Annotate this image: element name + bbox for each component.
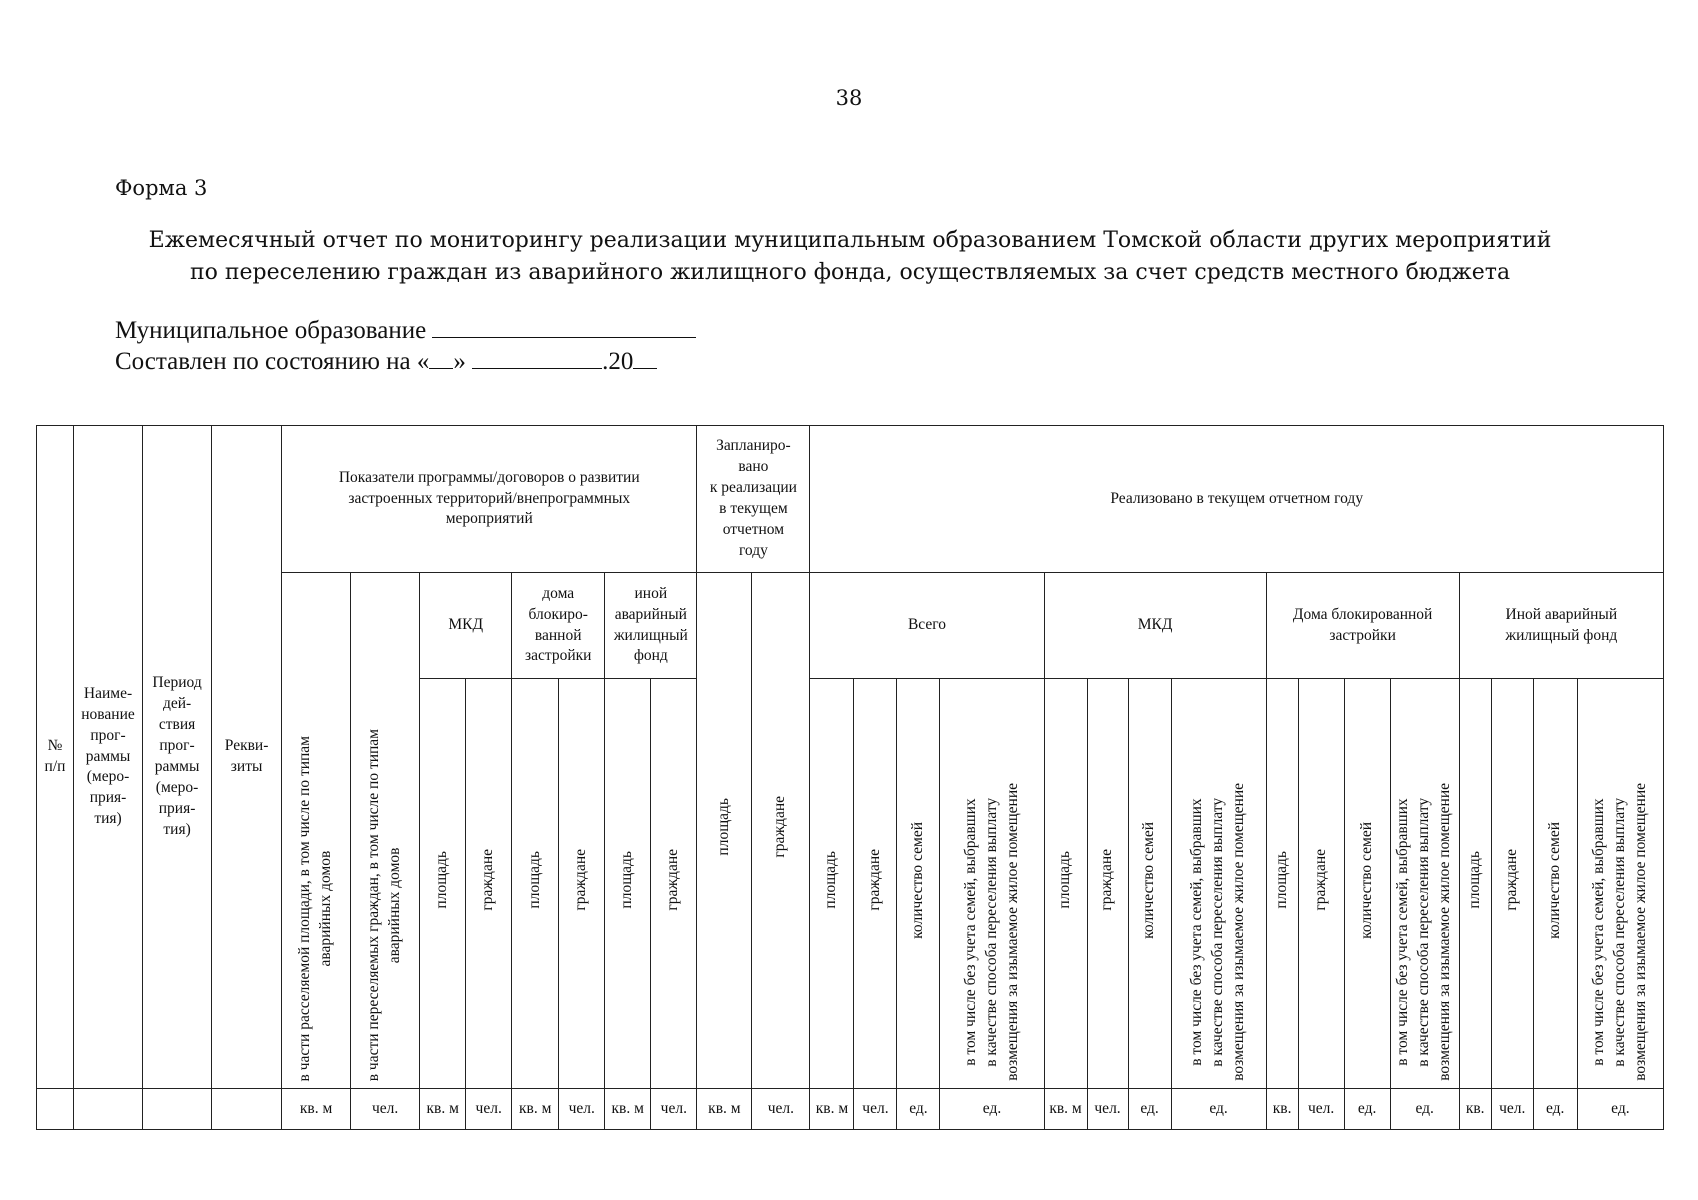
other2-area-header: площадь bbox=[1459, 679, 1491, 1089]
group-indicators-header: Показатели программы/договоров о развитии застроенных территорий/внепрограммных мероприятий bbox=[282, 426, 697, 573]
date-label: Составлен по состоянию на « bbox=[115, 348, 430, 375]
unit-cell: чел. bbox=[854, 1089, 897, 1130]
page-number: 38 bbox=[835, 86, 863, 110]
unit-cell: чел. bbox=[752, 1089, 810, 1130]
unit-cell: чел. bbox=[1491, 1089, 1533, 1130]
planned-citizens-header: граждане bbox=[752, 573, 810, 1089]
unit-cell: кв. bbox=[1459, 1089, 1491, 1130]
unit-cell-empty bbox=[37, 1089, 74, 1130]
col-requisites-header: Рекви- зиты bbox=[212, 426, 282, 1089]
total-families-header: количество семей bbox=[897, 679, 940, 1089]
blocked2-excluding-header: в том числе без учета семей, выбравших в качестве способа переселения выплату возмещения за изымаемое жилое помещение bbox=[1390, 679, 1459, 1089]
report-title-line-2: по переселению граждан из аварийного жилищного фонда, осуществляемых за счет средств местного бюджета bbox=[189, 260, 1511, 285]
blocked-citizens-header: граждане bbox=[559, 679, 605, 1089]
mkd-area-header: площадь bbox=[420, 679, 466, 1089]
date-field bbox=[115, 346, 696, 377]
unit-cell: ед. bbox=[1344, 1089, 1390, 1130]
municipality-blank[interactable] bbox=[432, 315, 696, 338]
unit-cell: ед. bbox=[1390, 1089, 1459, 1130]
unit-cell: ед. bbox=[1533, 1089, 1577, 1130]
unit-cell: кв. м bbox=[420, 1089, 466, 1130]
mkd-citizens-header: граждане bbox=[466, 679, 512, 1089]
unit-cell: кв. м bbox=[282, 1089, 351, 1130]
report-title-line-1: Ежемесячный отчет по мониторингу реализации муниципальным образованием Томской области других мероприятий bbox=[148, 228, 1552, 253]
unit-cell: чел. bbox=[1087, 1089, 1128, 1130]
report-table bbox=[36, 425, 1664, 1130]
other2-families-header: количество семей bbox=[1533, 679, 1577, 1089]
unit-cell: чел. bbox=[1298, 1089, 1344, 1130]
total-citizens-header: граждане bbox=[854, 679, 897, 1089]
unit-cell: чел. bbox=[466, 1089, 512, 1130]
blocked2-citizens-header: граждане bbox=[1298, 679, 1344, 1089]
units-row bbox=[37, 1089, 1664, 1130]
sub-blocked2-header: Дома блокированной застройки bbox=[1266, 573, 1459, 679]
blocked2-area-header: площадь bbox=[1266, 679, 1298, 1089]
unit-cell: чел. bbox=[559, 1089, 605, 1130]
sub-other2-header: Иной аварийный жилищный фонд bbox=[1459, 573, 1663, 679]
unit-cell: кв. м bbox=[697, 1089, 752, 1130]
group-planned-header: Запланиро- вано к реализации в текущем отчетном году bbox=[697, 426, 810, 573]
municipality-field bbox=[115, 315, 696, 346]
other-citizens-header: граждане bbox=[651, 679, 697, 1089]
mkd2-excluding-header: в том числе без учета семей, выбравших в качестве способа переселения выплату возмещения за изымаемое жилое помещение bbox=[1171, 679, 1266, 1089]
total-excluding-header: в том числе без учета семей, выбравших в качестве способа переселения выплату возмещения за изымаемое жилое помещение bbox=[940, 679, 1044, 1089]
unit-cell: чел. bbox=[351, 1089, 420, 1130]
mkd2-families-header: количество семей bbox=[1128, 679, 1171, 1089]
other2-citizens-header: граждане bbox=[1491, 679, 1533, 1089]
form-label: Форма 3 bbox=[115, 176, 208, 200]
group-realized-header: Реализовано в текущем отчетном году bbox=[810, 426, 1664, 573]
unit-cell: ед. bbox=[1577, 1089, 1663, 1130]
date-year-label: .20 bbox=[602, 348, 634, 375]
col-period-header: Период дей- ствия прог- раммы (меро- прия- тия) bbox=[143, 426, 212, 1089]
blocked-area-header: площадь bbox=[512, 679, 559, 1089]
report-title bbox=[120, 225, 1580, 289]
unit-cell-empty bbox=[212, 1089, 282, 1130]
unit-cell: ед. bbox=[1128, 1089, 1171, 1130]
unit-cell: кв. bbox=[1266, 1089, 1298, 1130]
other-area-header: площадь bbox=[605, 679, 651, 1089]
blocked2-families-header: количество семей bbox=[1344, 679, 1390, 1089]
unit-cell: ед. bbox=[1171, 1089, 1266, 1130]
unit-cell: чел. bbox=[651, 1089, 697, 1130]
sub-other-header: иной аварийный жилищный фонд bbox=[605, 573, 697, 679]
date-mid: » bbox=[453, 348, 466, 375]
mkd2-area-header: площадь bbox=[1044, 679, 1087, 1089]
sub-mkd2-header: МКД bbox=[1044, 573, 1266, 679]
unit-cell: кв. м bbox=[810, 1089, 854, 1130]
col-name-header: Наиме- нование прог- раммы (меро- прия- тия) bbox=[74, 426, 143, 1089]
unit-cell-empty bbox=[143, 1089, 212, 1130]
ind-area-types-header: в части расселяемой площади, в том числе по типам аварийных домов bbox=[282, 573, 351, 1089]
sub-total-header: Всего bbox=[810, 573, 1044, 679]
municipality-label: Муниципальное образование bbox=[115, 317, 427, 344]
col-number-header: № п/п bbox=[37, 426, 74, 1089]
header-row-1 bbox=[37, 426, 1664, 573]
total-area-header: площадь bbox=[810, 679, 854, 1089]
date-month-blank[interactable] bbox=[472, 346, 602, 369]
unit-cell: ед. bbox=[940, 1089, 1044, 1130]
unit-cell: кв. м bbox=[1044, 1089, 1087, 1130]
unit-cell: кв. м bbox=[512, 1089, 559, 1130]
date-year-blank[interactable] bbox=[633, 346, 657, 369]
ind-citizens-types-header: в части переселяемых граждан, в том числе по типам аварийных домов bbox=[351, 573, 420, 1089]
planned-area-header: площадь bbox=[697, 573, 752, 1089]
unit-cell-empty bbox=[74, 1089, 143, 1130]
other2-excluding-header: в том числе без учета семей, выбравших в качестве способа переселения выплату возмещения за изымаемое жилое помещение bbox=[1577, 679, 1663, 1089]
unit-cell: кв. м bbox=[605, 1089, 651, 1130]
unit-cell: ед. bbox=[897, 1089, 940, 1130]
mkd2-citizens-header: граждане bbox=[1087, 679, 1128, 1089]
report-fields bbox=[115, 315, 696, 377]
date-day-blank[interactable] bbox=[429, 346, 453, 369]
sub-mkd-header: МКД bbox=[420, 573, 512, 679]
sub-blocked-header: дома блокиро- ванной застройки bbox=[512, 573, 605, 679]
